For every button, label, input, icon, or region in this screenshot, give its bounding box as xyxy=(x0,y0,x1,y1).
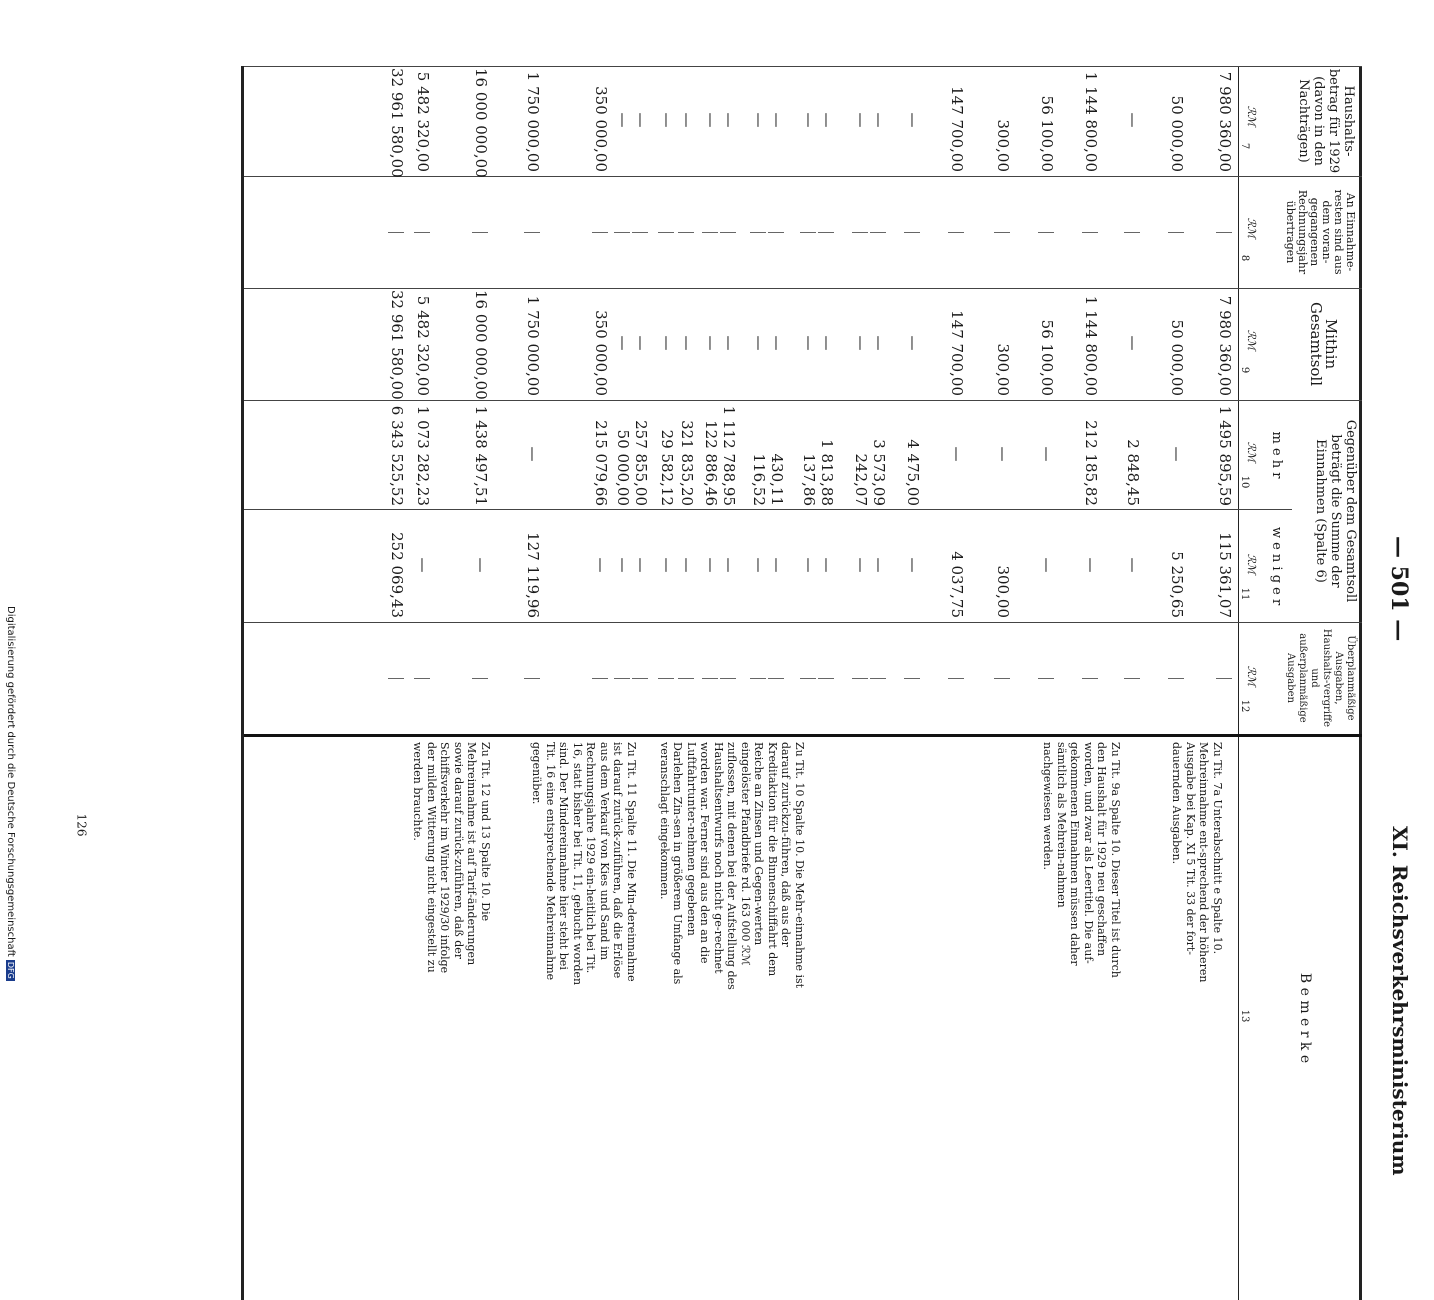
table-cell-c11: — xyxy=(614,557,632,573)
table-cell-c9: 5 482 320,00 xyxy=(414,295,432,396)
remark-tit12-13: Zu Tit. 12 und 13 Spalte 10. Die Mehreinnahme ist auf Tarif-änderungen sowie darauf zurück-zuführen, daß der Schiffsverkehr im Winter 1929/30 infolge der milden Witterung nicht eingestellt zu werden brauchte. xyxy=(411,742,492,974)
empty-cell-col8 xyxy=(678,232,694,233)
col-sep xyxy=(244,622,1362,623)
table-cell-c11: — xyxy=(658,557,676,573)
empty-cell-col12 xyxy=(1124,678,1140,679)
table-cell-c9: — xyxy=(632,335,650,351)
col-sep xyxy=(244,66,1362,67)
empty-cell-col12 xyxy=(1216,678,1232,679)
colno-10: 10 xyxy=(1239,475,1250,489)
table-cell-c10: 321 835,20 xyxy=(678,420,696,506)
empty-cell-col8 xyxy=(818,232,834,233)
table-cell-c11: 5 250,65 xyxy=(1168,551,1186,618)
table-cell-c7: — xyxy=(720,112,738,128)
empty-cell-col12 xyxy=(388,678,404,679)
table-cell-c7: — xyxy=(702,112,720,128)
page-number: — 501 — xyxy=(1386,536,1412,642)
header-col13: B e m e r k e xyxy=(1297,972,1313,1064)
table-cell-c9: — xyxy=(658,335,676,351)
table-cell-c10: 50 000,00 xyxy=(614,429,632,506)
table-cell-c9: 50 000,00 xyxy=(1168,319,1186,396)
table-cell-c9: — xyxy=(870,335,888,351)
table-cell-c7: 56 100,00 xyxy=(1038,95,1056,172)
table-cell-c7: — xyxy=(852,112,870,128)
header-col10: m e h r xyxy=(1269,431,1284,479)
empty-cell-col8 xyxy=(472,232,488,233)
empty-cell-col12 xyxy=(948,678,964,679)
table-cell-c7: — xyxy=(750,112,768,128)
table-cell-c10: 3 573,09 xyxy=(870,439,888,506)
table-cell-c11: — xyxy=(1082,557,1100,573)
table-cell-c7: 5 482 320,00 xyxy=(414,71,432,172)
unit-col10: ℛℳ xyxy=(1245,441,1258,463)
empty-cell-col8 xyxy=(904,232,920,233)
table-cell-c9: — xyxy=(678,335,696,351)
header-col12: Überplanmäßige Ausgaben, Haushalts-vergriffe und außerplanmäßige Ausgaben xyxy=(1285,628,1356,728)
table-cell-c10: — xyxy=(1038,446,1056,462)
credit-text: Digitalisierung gefördert durch die Deutsche Forschungsgemeinschaft xyxy=(5,606,16,957)
empty-cell-col12 xyxy=(702,678,718,679)
table-cell-c10: — xyxy=(1168,446,1186,462)
table-cell-c10: 430,11 xyxy=(768,453,786,506)
table-cell-c9: — xyxy=(750,335,768,351)
col-sep xyxy=(244,509,1292,510)
empty-cell-col12 xyxy=(768,678,784,679)
table-cell-c11: 127 119,96 xyxy=(524,532,542,618)
empty-cell-col12 xyxy=(1082,678,1098,679)
table-cell-c10: 4 475,00 xyxy=(904,439,922,506)
empty-cell-col8 xyxy=(1168,232,1184,233)
table-cell-c10: 6 343 525,52 xyxy=(388,405,406,506)
table-bottom-rule xyxy=(241,66,244,1300)
empty-cell-col8 xyxy=(948,232,964,233)
empty-cell-col8 xyxy=(702,232,718,233)
table-cell-c7: — xyxy=(614,112,632,128)
table-cell-c7: — xyxy=(678,112,696,128)
col-sep xyxy=(244,288,1362,289)
empty-cell-col12 xyxy=(852,678,868,679)
table-cell-c7: 1 750 000,00 xyxy=(524,71,542,172)
empty-cell-col12 xyxy=(1168,678,1184,679)
table-cell-c7: 16 000 000,00 xyxy=(472,68,490,178)
table-cell-c7: 32 961 580,00 xyxy=(388,68,406,178)
empty-cell-col8 xyxy=(414,232,430,233)
digitization-credit xyxy=(0,606,22,998)
empty-cell-col8 xyxy=(388,232,404,233)
remark-tit7a: Zu Tit. 7a Unterabschnitt e Spalte 10. Mehreinnahme ent-sprechend der höheren Ausgabe bei Kap. XI 5 Tit. 33 der fort-dauernden Ausgaben. xyxy=(1170,742,1224,983)
table-cell-c11: — xyxy=(632,557,650,573)
table-cell-c10: 1 438 497,51 xyxy=(472,405,490,506)
empty-cell-col12 xyxy=(870,678,886,679)
header-col9: Mithin Gesamtsoll xyxy=(1307,301,1340,387)
table-cell-c11: — xyxy=(750,557,768,573)
empty-cell-col8 xyxy=(870,232,886,233)
empty-cell-col8 xyxy=(658,232,674,233)
empty-cell-col12 xyxy=(1038,678,1054,679)
table-cell-c10: 1 495 895,59 xyxy=(1216,405,1234,506)
table-cell-c9: — xyxy=(720,335,738,351)
colno-12: 12 xyxy=(1239,699,1250,713)
empty-cell-col12 xyxy=(720,678,736,679)
empty-cell-col12 xyxy=(800,678,816,679)
col-sep xyxy=(244,734,1362,737)
table-cell-c9: 1 144 800,00 xyxy=(1082,295,1100,396)
table-cell-c10: 137,86 xyxy=(800,453,818,506)
empty-cell-col8 xyxy=(720,232,736,233)
table-cell-c11: — xyxy=(768,557,786,573)
table-cell-c7: 300,00 xyxy=(994,119,1012,172)
empty-cell-col8 xyxy=(852,232,868,233)
table-cell-c9: 147 700,00 xyxy=(948,310,966,396)
empty-cell-col12 xyxy=(750,678,766,679)
empty-cell-col12 xyxy=(632,678,648,679)
empty-cell-col8 xyxy=(750,232,766,233)
table-cell-c10: 242,07 xyxy=(852,453,870,506)
table-cell-c7: — xyxy=(658,112,676,128)
table-cell-c7: — xyxy=(768,112,786,128)
table-cell-c9: 56 100,00 xyxy=(1038,319,1056,396)
empty-cell-col8 xyxy=(1038,232,1054,233)
empty-cell-col8 xyxy=(524,232,540,233)
col-sep xyxy=(244,176,1362,177)
table-cell-c10: 1 112 788,95 xyxy=(720,405,738,506)
unit-col8: ℛℳ xyxy=(1245,217,1258,239)
table-cell-c9: — xyxy=(852,335,870,351)
remark-tit9a: Zu Tit. 9a Spalte 10. Dieser Titel ist durch den Haushalt für 1929 neu geschaffen worden, und zwar als Leertitel. Die auf-gekommenen Einnahmen müssen daher sämtlich als Mehrein-nahmen nachgewiesen werden. xyxy=(1041,742,1122,978)
empty-cell-col12 xyxy=(818,678,834,679)
empty-cell-col8 xyxy=(994,232,1010,233)
empty-cell-col12 xyxy=(658,678,674,679)
table-cell-c10: 257 855,00 xyxy=(632,420,650,506)
footer-page-number: 126 xyxy=(74,813,89,837)
table-cell-c9: 1 750 000,00 xyxy=(524,295,542,396)
table-cell-c10: 1 073 282,23 xyxy=(414,405,432,506)
table-cell-c11: 252 069,43 xyxy=(388,532,406,618)
table-cell-c9: 350 000,00 xyxy=(592,310,610,396)
empty-cell-col12 xyxy=(592,678,608,679)
empty-cell-col8 xyxy=(768,232,784,233)
table-cell-c11: 4 037,75 xyxy=(948,551,966,618)
unit-col11: ℛℳ xyxy=(1245,553,1258,575)
table-cell-c10: 29 582,12 xyxy=(658,429,676,506)
table-cell-c9: — xyxy=(904,335,922,351)
table-cell-c7: — xyxy=(818,112,836,128)
table-cell-c11: — xyxy=(472,557,490,573)
empty-cell-col12 xyxy=(472,678,488,679)
empty-cell-col12 xyxy=(524,678,540,679)
table-cell-c11: — xyxy=(678,557,696,573)
empty-cell-col8 xyxy=(1124,232,1140,233)
table-cell-c7: 1 144 800,00 xyxy=(1082,71,1100,172)
table-cell-c10: 2 848,45 xyxy=(1124,439,1142,506)
colno-13: 13 xyxy=(1239,1009,1250,1023)
table-cell-c11: — xyxy=(818,557,836,573)
table-cell-c9: 7 980 360,00 xyxy=(1216,295,1234,396)
header-col7: Haushalts-betrag für 1929 (davon in den Nachträgen) xyxy=(1296,68,1356,174)
table-cell-c11: — xyxy=(870,557,888,573)
table-cell-c7: 350 000,00 xyxy=(592,86,610,172)
table-cell-c11: — xyxy=(1124,557,1142,573)
table-cell-c7: — xyxy=(1124,112,1142,128)
table-cell-c9: 16 000 000,00 xyxy=(472,290,490,400)
empty-cell-col12 xyxy=(994,678,1010,679)
header-col8: An Einnahme-resten sind aus dem voran-gegangenen Rechnungsjahr übertragen xyxy=(1284,189,1357,275)
table-cell-c11: — xyxy=(852,557,870,573)
colno-7: 7 xyxy=(1239,142,1250,150)
table-cell-c11: 300,00 xyxy=(994,565,1012,618)
table-cell-c7: 50 000,00 xyxy=(1168,95,1186,172)
empty-cell-col8 xyxy=(1082,232,1098,233)
remark-tit11: Zu Tit. 11 Spalte 11. Die Min-dereinnahme ist darauf zurück-zuführen, daß die Erlöse aus dem Verkauf von Kies und Sand im Rechnungsjahre 1929 ein-heitlich bei Tit. 16, statt bisher bei Tit. 11, gebucht worden sind. Der Mindereinnahme hier steht bei Tit. 16 eine entsprechende Mehreinnahme gegenüber. xyxy=(530,742,638,986)
table-cell-c7: — xyxy=(632,112,650,128)
empty-cell-col8 xyxy=(592,232,608,233)
empty-cell-col8 xyxy=(800,232,816,233)
remark-tit10: Zu Tit. 10 Spalte 10. Die Mehr-einnahme ist darauf zurückzu-führen, daß aus der Kreditaktion für die Binnenschiffahrt dem Reiche an Zinsen und Gegen-werten eingelöster Pfandbriefe rd. 163 000 ℛℳ zuflossen, mit denen bei der Aufstellung des Haushaltsentwurfs noch nicht ge-rechnet worden war. Ferner sind aus den an die Luftfahrtunter-nehmen gegebenen Darlehen Zin-sen in größerem Umfange als veranschlagt eingekommen. xyxy=(658,742,806,990)
table-cell-c9: 32 961 580,00 xyxy=(388,290,406,400)
table-cell-c9: — xyxy=(818,335,836,351)
table-cell-c10: — xyxy=(994,446,1012,462)
empty-cell-col12 xyxy=(678,678,694,679)
table-cell-c11: — xyxy=(1038,557,1056,573)
empty-cell-col8 xyxy=(632,232,648,233)
table-cell-c7: — xyxy=(904,112,922,128)
table-cell-c11: — xyxy=(720,557,738,573)
table-cell-c9: — xyxy=(1124,335,1142,351)
empty-cell-col12 xyxy=(904,678,920,679)
empty-cell-col12 xyxy=(614,678,630,679)
table-cell-c7: 7 980 360,00 xyxy=(1216,71,1234,172)
budget-table xyxy=(244,66,1412,1300)
table-cell-c10: — xyxy=(948,446,966,462)
table-cell-c10: — xyxy=(524,446,542,462)
col-sep xyxy=(244,400,1362,401)
header-col11: w e n i g e r xyxy=(1269,526,1284,606)
table-cell-c9: — xyxy=(614,335,632,351)
colno-9: 9 xyxy=(1239,366,1250,374)
unit-col9: ℛℳ xyxy=(1245,329,1258,351)
table-cell-c11: — xyxy=(904,557,922,573)
table-cell-c10: 1 813,88 xyxy=(818,439,836,506)
section-title: XI. Reichsverkehrsministerium xyxy=(1388,826,1412,1176)
rotated-table-area xyxy=(128,66,1412,1176)
empty-cell-col8 xyxy=(614,232,630,233)
header-col10-11: Gegenüber dem Gesamtsoll beträgt die Summe der Einnahmen (Spalte 6) xyxy=(1313,419,1358,603)
colno-11: 11 xyxy=(1239,587,1250,601)
table-cell-c9: — xyxy=(800,335,818,351)
table-cell-c9: — xyxy=(768,335,786,351)
empty-cell-col8 xyxy=(1216,232,1232,233)
table-cell-c11: — xyxy=(702,557,720,573)
unit-col7: ℛℳ xyxy=(1245,105,1258,127)
table-cell-c11: — xyxy=(414,557,432,573)
table-cell-c10: 212 185,82 xyxy=(1082,420,1100,506)
table-cell-c10: 122 886,46 xyxy=(702,420,720,506)
table-cell-c7: — xyxy=(870,112,888,128)
empty-cell-col12 xyxy=(414,678,430,679)
table-cell-c7: 147 700,00 xyxy=(948,86,966,172)
unit-col12: ℛℳ xyxy=(1245,665,1258,687)
table-cell-c10: 116,52 xyxy=(750,453,768,506)
table-cell-c11: — xyxy=(800,557,818,573)
table-cell-c9: — xyxy=(702,335,720,351)
table-cell-c9: 300,00 xyxy=(994,343,1012,396)
dfg-logo: DFG xyxy=(6,961,15,979)
table-cell-c11: 115 361,07 xyxy=(1216,532,1234,618)
table-cell-c7: — xyxy=(800,112,818,128)
table-top-rule xyxy=(1359,66,1362,1300)
table-cell-c11: — xyxy=(592,557,610,573)
colno-8: 8 xyxy=(1239,254,1250,262)
table-cell-c10: 215 079,66 xyxy=(592,420,610,506)
